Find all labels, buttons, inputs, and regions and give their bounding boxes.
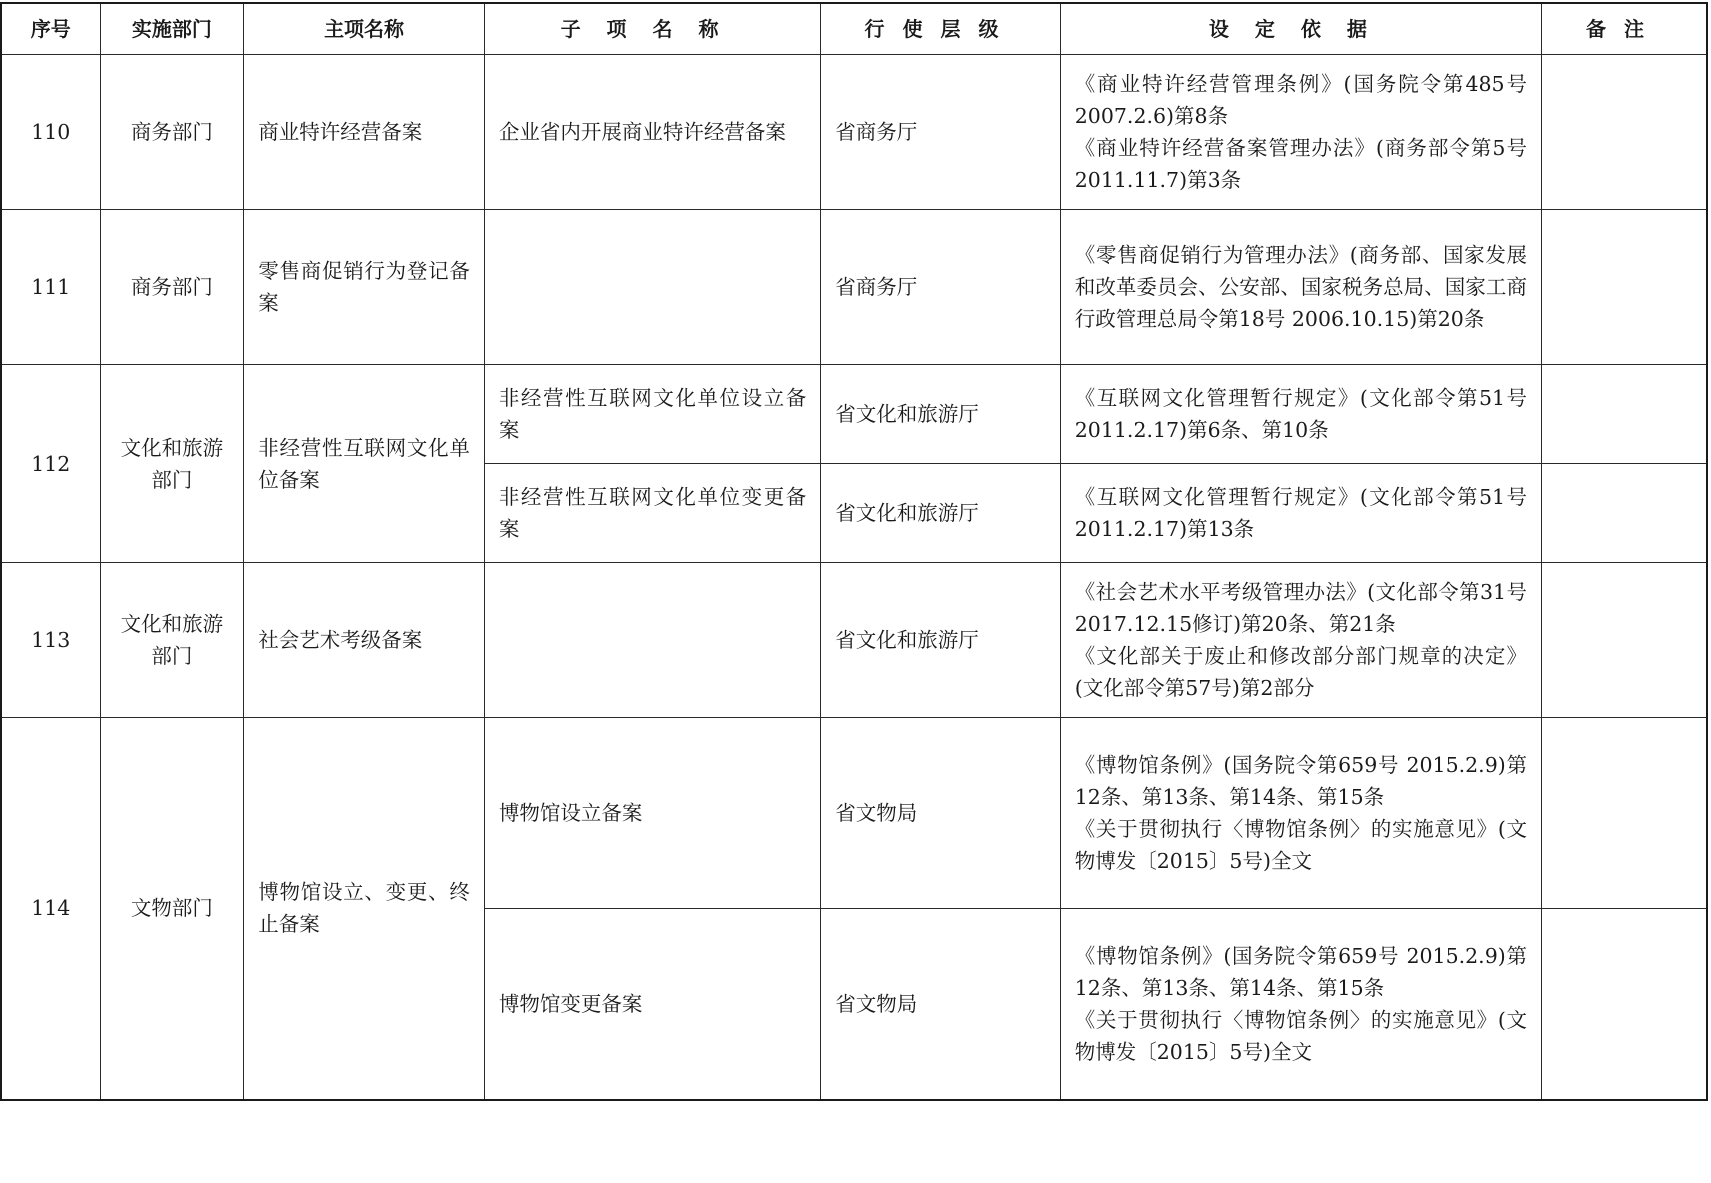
sub-item-cell: 博物馆设立备案: [484, 718, 820, 909]
serial-no-cell: 113: [1, 563, 100, 718]
basis-line: 《互联网文化管理暂行规定》(文化部令第51号 2011.2.17)第6条、第10条: [1074, 386, 1527, 442]
sub-item-cell: 非经营性互联网文化单位设立备案: [484, 365, 820, 464]
level-cell: 省文化和旅游厅: [821, 563, 1061, 718]
main-item-cell: 非经营性互联网文化单位备案: [244, 365, 485, 563]
remark-cell: [1541, 464, 1707, 563]
department-cell: 文物部门: [100, 718, 244, 1100]
department-cell: 文化和旅游部门: [100, 563, 244, 718]
basis-line: 《博物馆条例》(国务院令第659号 2015.2.9)第12条、第13条、第14条、第15条: [1074, 943, 1527, 1000]
serial-no-cell: 114: [1, 718, 100, 1100]
department-cell: 商务部门: [100, 55, 244, 210]
basis-line: 《关于贯彻执行〈博物馆条例〉的实施意见》(文物博发〔2015〕5号)全文: [1074, 817, 1527, 873]
main-item-cell: 零售商促销行为登记备案: [244, 210, 485, 365]
sub-item-cell: 博物馆变更备案: [484, 909, 820, 1100]
header-serial-no: 序号: [1, 3, 100, 55]
header-main-item: 主项名称: [244, 3, 485, 55]
serial-no-cell: 112: [1, 365, 100, 563]
serial-no-cell: 111: [1, 210, 100, 365]
serial-no-cell: 110: [1, 55, 100, 210]
basis-cell: [1060, 210, 1541, 365]
basis-line: 《商业特许经营管理条例》(国务院令第485号 2007.2.6)第8条: [1074, 72, 1527, 128]
basis-cell: [1060, 55, 1541, 210]
level-cell: 省文化和旅游厅: [821, 464, 1061, 563]
main-item-cell: 商业特许经营备案: [244, 55, 485, 210]
level-cell: 省商务厅: [821, 210, 1061, 365]
basis-cell: [1060, 464, 1541, 563]
header-remark: 备注: [1541, 3, 1707, 55]
table-row: [1, 563, 1707, 718]
table-row: [1, 718, 1707, 909]
main-item-cell: 社会艺术考级备案: [244, 563, 485, 718]
header-level: 行使层级: [821, 3, 1061, 55]
table-row: [1, 210, 1707, 365]
remark-cell: [1541, 718, 1707, 909]
remark-cell: [1541, 210, 1707, 365]
basis-cell: [1060, 365, 1541, 464]
header-basis: 设定依据: [1060, 3, 1541, 55]
level-cell: 省文物局: [821, 718, 1061, 909]
basis-line: 《文化部关于废止和修改部分部门规章的决定》(文化部令第57号)第2部分: [1074, 644, 1527, 700]
basis-line: 《零售商促销行为管理办法》(商务部、国家发展和改革委员会、公安部、国家税务总局、国家工商行政管理总局令第18号 2006.10.15)第20条: [1074, 243, 1527, 331]
header-department: 实施部门: [100, 3, 244, 55]
filing-items-table: [0, 2, 1708, 1101]
basis-line: 《社会艺术水平考级管理办法》(文化部令第31号 2017.12.15修订)第20条、第21条: [1074, 580, 1527, 636]
department-cell: 文化和旅游部门: [100, 365, 244, 563]
remark-cell: [1541, 563, 1707, 718]
level-cell: 省文物局: [821, 909, 1061, 1100]
header-sub-item: 子项名称: [484, 3, 820, 55]
basis-cell: [1060, 718, 1541, 909]
remark-cell: [1541, 365, 1707, 464]
level-cell: 省文化和旅游厅: [821, 365, 1061, 464]
sub-item-cell: 非经营性互联网文化单位变更备案: [484, 464, 820, 563]
basis-line: 《关于贯彻执行〈博物馆条例〉的实施意见》(文物博发〔2015〕5号)全文: [1074, 1007, 1527, 1064]
basis-line: 《博物馆条例》(国务院令第659号 2015.2.9)第12条、第13条、第14条、第15条: [1074, 753, 1527, 809]
main-item-cell: 博物馆设立、变更、终止备案: [244, 718, 485, 1100]
department-cell: 商务部门: [100, 210, 244, 365]
level-cell: 省商务厅: [821, 55, 1061, 210]
table-row: [1, 365, 1707, 464]
sub-item-cell: 企业省内开展商业特许经营备案: [484, 55, 820, 210]
table-header-row: [1, 3, 1707, 55]
basis-cell: [1060, 909, 1541, 1100]
sub-item-cell: [484, 210, 820, 365]
basis-line: 《商业特许经营备案管理办法》(商务部令第5号 2011.11.7)第3条: [1074, 136, 1527, 192]
remark-cell: [1541, 909, 1707, 1100]
remark-cell: [1541, 55, 1707, 210]
sub-item-cell: [484, 563, 820, 718]
table-row: [1, 55, 1707, 210]
basis-cell: [1060, 563, 1541, 718]
basis-line: 《互联网文化管理暂行规定》(文化部令第51号 2011.2.17)第13条: [1074, 485, 1527, 541]
